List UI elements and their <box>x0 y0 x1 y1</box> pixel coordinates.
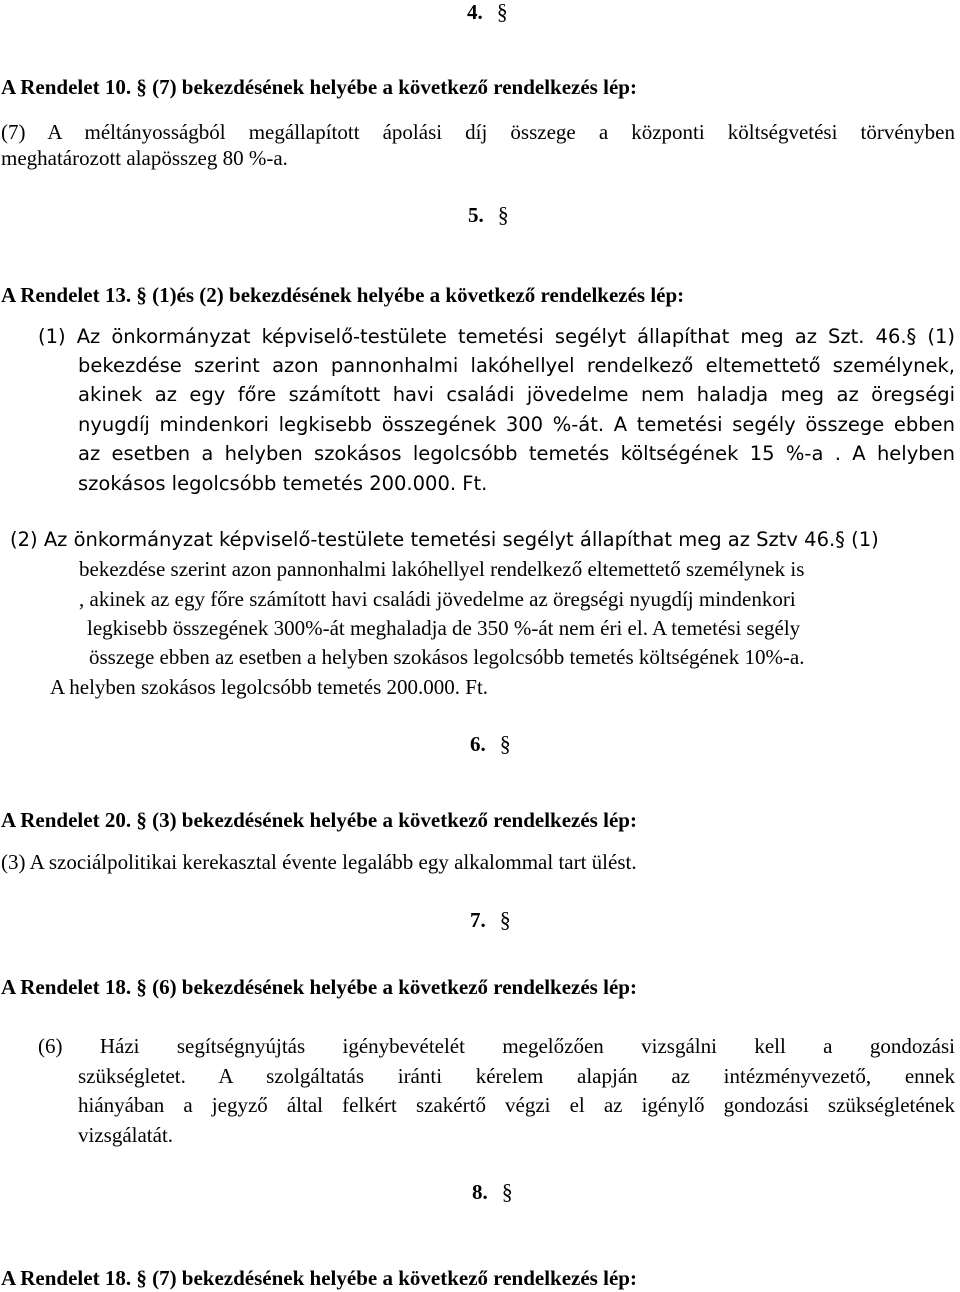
section-number: 4. <box>467 0 483 24</box>
section-5-para1-line-1: (1) Az önkormányzat képviselő-testülete temetési segélyt állapíthat meg az Szt. 46.§ (1) <box>38 325 955 348</box>
section-sign-icon: § <box>499 731 511 756</box>
section-5-para2-line-6: A helyben szokásos legolcsóbb temetés 200.000. Ft. <box>50 675 489 699</box>
section-5-para1-line-6: szokásos legolcsóbb temetés 200.000. Ft. <box>78 472 488 495</box>
section-6-heading: A Rendelet 20. § (3) bekezdésének helyébe a következő rendelkezés lép: <box>1 808 637 832</box>
section-number: 8. <box>472 1180 488 1204</box>
section-7-number <box>470 908 511 932</box>
section-7-heading: A Rendelet 18. § (6) bekezdésének helyébe a következő rendelkezés lép: <box>1 975 637 999</box>
section-5-para1-line-2: bekezdése szerint azon pannonhalmi lakóhellyel rendelkező eltemettető személynek, <box>78 354 955 377</box>
section-number: 5. <box>468 203 484 227</box>
section-sign-icon: § <box>497 202 509 227</box>
section-5-para2-line-5: összege ebben az esetben a helyben szokásos legolcsóbb temetés költségének 10%-a. <box>89 645 805 669</box>
section-number: 6. <box>470 732 486 756</box>
section-5-para2-line-3: , akinek az egy főre számított havi családi jövedelme az öregségi nyugdíj mindenkori <box>79 587 796 611</box>
section-5-para2-line-4: legkisebb összegének 300%-át meghaladja de 350 %-át nem éri el. A temetési segély <box>87 616 801 640</box>
section-number: 7. <box>470 908 486 932</box>
section-7-body-line-3: hiányában a jegyző által felkért szakértő végzi el az igénylő gondozási szükségletének <box>78 1093 955 1117</box>
section-4-body-line-2: meghatározott alapösszeg 80 %-a. <box>1 146 288 170</box>
section-7-body-line-4: vizsgálatát. <box>78 1123 174 1147</box>
section-sign-icon: § <box>501 1179 513 1204</box>
section-sign-icon: § <box>499 907 511 932</box>
section-6-number <box>470 732 511 756</box>
section-8-number <box>472 1180 513 1204</box>
section-4-body-line-1: (7) A méltányosságból megállapított ápolási díj összege a központi költségvetési törvényben <box>1 120 955 144</box>
section-6-body-line-1: (3) A szociálpolitikai kerekasztal évente legalább egy alkalommal tart ülést. <box>1 850 637 874</box>
section-5-para1-line-3: akinek az egy főre számított havi családi jövedelme nem haladja meg az öregségi <box>78 383 955 406</box>
section-5-para2-line-2: bekezdése szerint azon pannonhalmi lakóhellyel rendelkező eltemettető személynek is <box>79 557 805 581</box>
section-7-body-line-2: szükségletet. A szolgáltatás iránti kérelem alapján az intézményvezető, ennek <box>78 1064 955 1088</box>
section-5-heading: A Rendelet 13. § (1)és (2) bekezdésének helyébe a következő rendelkezés lép: <box>1 283 685 307</box>
section-5-para2-line-1: (2) Az önkormányzat képviselő-testülete temetési segélyt állapíthat meg az Sztv 46.§ (1) <box>10 528 879 551</box>
section-7-body-line-1: (6) Házi segítségnyújtás igénybevételét megelőzően vizsgálni kell a gondozási <box>38 1034 955 1058</box>
section-8-heading: A Rendelet 18. § (7) bekezdésének helyébe a következő rendelkezés lép: <box>1 1266 637 1290</box>
section-5-para1-line-5: az esetben a helyben szokásos legolcsóbb temetés költségének 15 %-a . A helyben <box>78 442 955 465</box>
section-5-number <box>468 203 509 227</box>
section-5-para1-line-4: nyugdíj mindenkori legkisebb összegének 300 %-át. A temetési segély összege ebben <box>78 413 955 436</box>
section-4-number <box>467 0 508 24</box>
section-sign-icon: § <box>496 0 508 24</box>
section-4-heading: A Rendelet 10. § (7) bekezdésének helyébe a következő rendelkezés lép: <box>1 75 637 99</box>
